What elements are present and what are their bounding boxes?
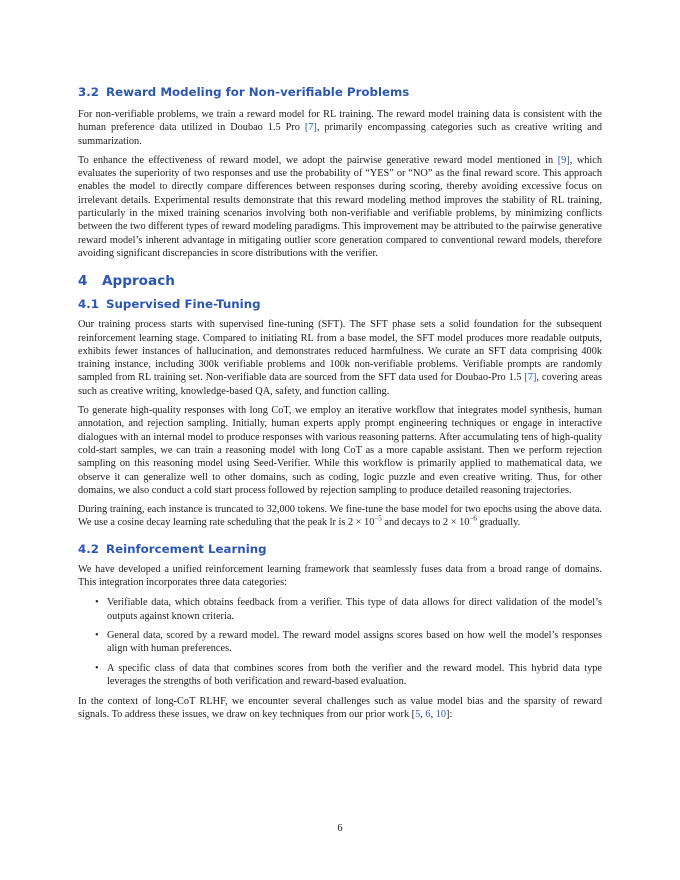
paragraph	[78, 318, 602, 398]
citation-link[interactable]: [9]	[557, 154, 570, 166]
paragraph	[78, 503, 602, 530]
section-heading-4-1	[78, 296, 602, 312]
citation-link[interactable]: 5	[415, 709, 421, 721]
bullet-list	[78, 596, 602, 688]
paragraph-text: During training, each instance is truncated to 32,000 tokens. We fine-tune the base model for two epochs using the above data. We use a cosine decay learning rate scheduling that the peak lr is	[78, 504, 602, 529]
paragraph-text: , primarily encompassing categories such as creative writing and summarization.	[78, 122, 602, 147]
math-base: 2 × 10	[443, 517, 470, 529]
list-item-text: A specific class of data that combines scores from both the verifier and the reward model. This hybrid data type leverages the strengths of both verification and reward-based evaluation.	[107, 662, 602, 687]
section-number: 4.1	[78, 297, 99, 312]
list-item-text: General data, scored by a reward model. The reward model assigns scores based on how well the model’s responses align with human preferences.	[107, 629, 602, 655]
paper-page	[78, 82, 602, 722]
paragraph: We have developed a unified reinforcement learning framework that seamlessly fuses data from a broad range of domains. This integration incorporates three data categories:	[78, 563, 602, 589]
bullet-icon: •	[95, 597, 99, 609]
math-lr-end	[443, 517, 477, 528]
math-lr-peak	[348, 517, 382, 528]
paragraph-text: ,	[420, 709, 426, 721]
section-heading-4	[78, 272, 602, 290]
paragraph-text: , which evaluates the superiority of two responses and use the probability of “YES” or “NO” as the final reward score. This approach enables the model to directly compare differences between responses during scoring, thereby avoiding excessive focus on irrelevant details. Experimental results demonstrate that this reward modeling method improves the stability of RL training, particularly in the mixed training scenarios involving both non-verifiable and verifiable problems, by minimizing conflicts between the two different types of reward modeling paradigms. This improvement may be attributed to the pairwise generative reward model’s inherent advantage in mitigating outlier score generation compared to conventional reward models, therefore avoiding significant discrepancies in score distributions with the verifier.	[78, 154, 602, 259]
list-item-text: Verifiable data, which obtains feedback from a verifier. This type of data allows for direct validation of the model’s outputs against known criteria.	[107, 597, 602, 622]
paragraph-text: ,	[430, 709, 436, 721]
paragraph-text: For non-verifiable problems, we train a reward model for RL training. The reward model training data is consistent with the human preference data utilized in Doubao 1.5 Pro	[78, 109, 602, 134]
paragraph: To generate high-quality responses with long CoT, we employ an iterative workflow that integrates model synthesis, human annotation, and rejection sampling. Initially, human experts apply prompt engineering techniques or engage in interactive dialogues with an internal model to produce responses with various reasoning patterns. After accumulating tens of high-quality cold-start samples, we can train a reasoning model with long CoT as a more capable assistant. Then we perform rejection sampling on this reasoning model using Seed-Verifier. While this workflow is primarily applied to mathematical data, we observe it can generalize well to other domains, such as coding, logic puzzle and even creative writing. Thus, for other domains, we also conduct a cold start process followed by rejection sampling to produce detailed reasoning trajectories.	[78, 405, 602, 496]
citation-link[interactable]: 10	[435, 709, 447, 721]
section-heading-4-2	[78, 541, 602, 557]
paragraph-text: and decays to	[381, 517, 443, 529]
list-item	[78, 596, 602, 623]
section-number: 4.2	[78, 541, 99, 556]
paragraph-text: Our training process starts with supervised fine-tuning (SFT). The SFT phase sets a solid foundation for the subsequent reinforcement learning stage. Compared to initiating RL from a base model, the SFT model produces more readable outputs, exhibits fewer instances of hallucination, and demonstrates reduced harmfulness. We curate an SFT data comprising 400k training instance, including 300k verifiable problems and 100k non-verifiable problems. Verifiable prompts are randomly sampled from RL training set. Non-verifiable data are sourced from the SFT data used for Doubao-Pro 1.5	[78, 319, 602, 384]
section-number: 3.2	[78, 85, 99, 99]
section-heading-3-2	[78, 84, 602, 100]
citation-link[interactable]: [7]	[524, 372, 537, 384]
paragraph	[78, 695, 602, 722]
paragraph	[78, 154, 602, 260]
section-number: 4	[78, 273, 88, 290]
page-number: 6	[337, 823, 343, 834]
math-exponent: −5	[374, 515, 382, 523]
section-title: Approach	[102, 273, 175, 290]
citation-link[interactable]: 6	[425, 709, 431, 721]
bullet-icon: •	[95, 662, 99, 674]
paragraph-text: , covering areas such as creative writing, knowledge-based QA, safety, and function calling.	[78, 372, 602, 397]
paragraph-text: ]:	[446, 709, 453, 721]
math-base: 2 × 10	[347, 517, 375, 529]
paragraph-text: gradually.	[476, 517, 521, 529]
paragraph	[78, 108, 602, 148]
section-title: Supervised Fine-Tuning	[106, 297, 261, 312]
paragraph-text: To enhance the effectiveness of reward model, we adopt the pairwise generative reward model mentioned in	[78, 154, 558, 166]
math-exponent: −6	[469, 515, 477, 523]
paragraph-text: In the context of long-CoT RLHF, we encounter several challenges such as value model bias and the sparsity of reward signals. To address these issues, we draw on key techniques from our prior work [	[78, 696, 602, 721]
list-item	[78, 662, 602, 689]
list-item	[78, 629, 602, 656]
bullet-icon: •	[95, 629, 99, 641]
section-title: Reward Modeling for Non-verifiable Problems	[106, 85, 410, 99]
citation-link[interactable]: [7]	[304, 122, 317, 134]
section-title: Reinforcement Learning	[106, 541, 267, 556]
